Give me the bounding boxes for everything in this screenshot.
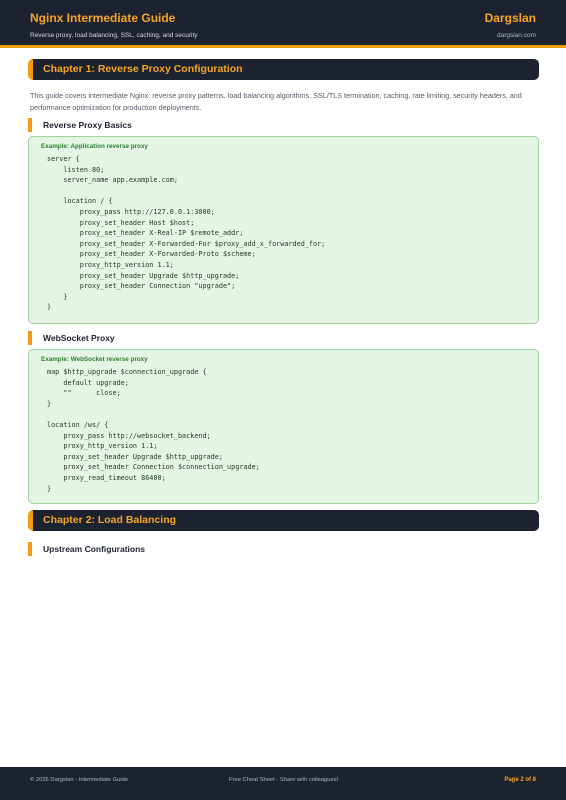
chapter-1-title: Chapter 1: Reverse Proxy Configuration xyxy=(43,63,243,75)
chapter-2-title: Chapter 2: Load Balancing xyxy=(43,514,177,526)
chapter-2-banner xyxy=(28,510,539,531)
code-block: server { listen 80; server_name app.example.com; location / { proxy_pass http://127.0.0.1:3000; proxy_set_header Host $host; proxy_set_header X-Real-IP $remote_addr; proxy_set_header X-Forwarded-For $proxy_add_x_forwarded_for; proxy_set_header X-Forwarded-Proto $scheme; proxy_http_version 1.1; proxy_set_header Upgrade $http_upgrade; proxy_set_header Connection "upgrade"; } } xyxy=(47,155,326,312)
footer-tagline: Free Cheat Sheet - Share with colleagues! xyxy=(229,777,339,783)
code-example-reverse-proxy xyxy=(28,136,539,324)
code-example-websocket xyxy=(28,349,539,504)
chapter-1-intro: This guide covers intermediate Nginx: reverse proxy patterns, load balancing algorithms, SSL/TLS termination, caching, rate limiting, security headers, and performance optimization for production deployments. xyxy=(30,91,522,112)
page-number: Page 2 of 8 xyxy=(504,777,536,783)
example-label: Example: WebSocket reverse proxy xyxy=(41,356,148,363)
brand-name: Dargslan xyxy=(484,11,536,25)
section-websocket-proxy: WebSocket Proxy xyxy=(28,331,115,345)
section-reverse-proxy-basics: Reverse Proxy Basics xyxy=(28,118,132,132)
chapter-1-banner xyxy=(28,59,539,80)
code-block: map $http_upgrade $connection_upgrade { default upgrade; "" close; } location /ws/ { proxy_pass http://websocket_backend; proxy_http_version 1.1; proxy_set_header Upgrade $http_upgrade; proxy_set_header Connection $connection_upgrade; proxy_read_timeout 86400; } xyxy=(47,368,260,493)
section-upstream-configurations: Upstream Configurations xyxy=(28,542,145,556)
page-footer xyxy=(0,767,566,800)
example-label: Example: Application reverse proxy xyxy=(41,143,148,150)
page-header xyxy=(0,0,566,48)
footer-copyright: © 2026 Dargslan - Intermediate Guide xyxy=(30,777,129,783)
guide-title: Nginx Intermediate Guide xyxy=(30,11,176,25)
brand-site: dargslan.com xyxy=(496,32,536,39)
guide-subtitle: Reverse proxy, load balancing, SSL, caching, and security xyxy=(30,32,198,39)
